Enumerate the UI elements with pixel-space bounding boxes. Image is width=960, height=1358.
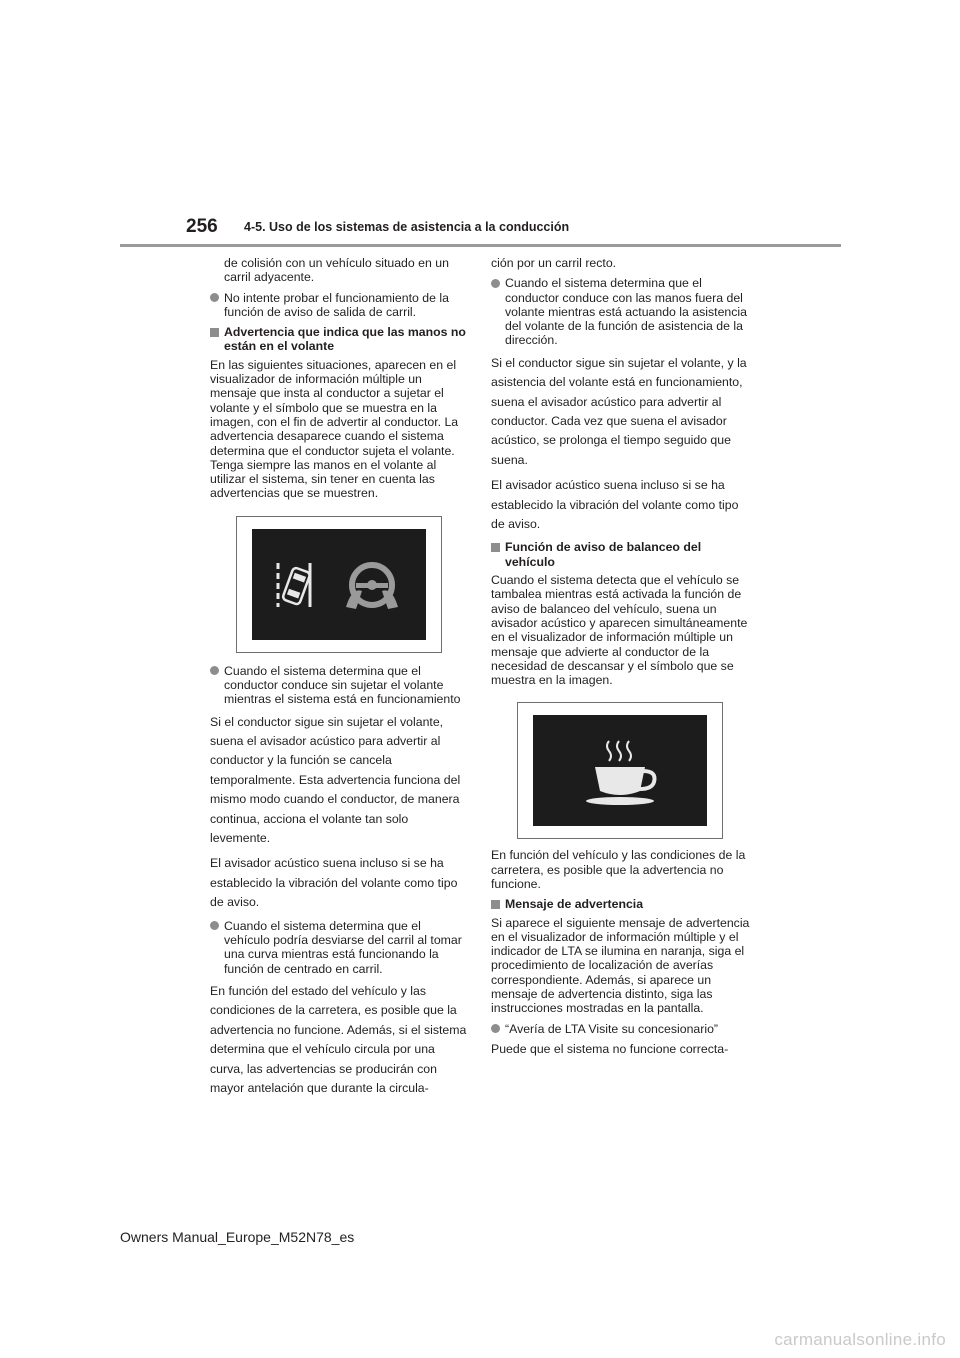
heading-text: Advertencia que indica que las manos no están en el volante [224,325,466,354]
figure-sway-warning [517,702,723,839]
bullet-item [491,276,753,347]
display-screen [533,715,707,826]
paragraph: Puede que el sistema no funcione correcta- [491,1041,729,1056]
bullet-dot-icon [210,666,219,675]
section-heading [210,325,468,354]
bullet-text: Cuando el sistema determina que el conductor conduce con las manos fuera del volante mientras está actuando la asistencia del volante de la función de asistencia de la dirección. [505,276,747,348]
watermark: carmanualsonline.info [774,1330,946,1349]
bullet-text: No intente probar el funcionamiento de la función de aviso de salida de carril. [224,290,449,319]
coffee-cup-icon [586,741,655,805]
bullet-item [210,291,468,320]
header-rule [120,244,841,247]
paragraph: En función del vehículo y las condiciones de la carretera, es posible que la advertencia no funcione. [491,848,746,891]
right-column [491,256,753,1062]
paragraph: Si aparece el siguiente mensaje de advertencia en el visualizador de información múltiple y el indicador de LTA se ilumina en naranja, siga el procedimiento de localización de averías correspondiente. Además, si aparece un mensaje de advertencia distinto, siga las instrucciones mostradas en la pantalla. [491,915,750,1016]
paragraph: Si el conductor sigue sin sujetar el volante, suena el avisador acústico para advertir al conductor y la función se cancela temporalmente. Esta advertencia funciona del mismo modo cuando el conductor, de manera continua, acciona el volante tan solo levemente. [210,714,461,846]
square-bullet-icon [491,900,500,909]
bullet-text: Cuando el sistema determina que el vehículo podría desviarse del carril al tomar una curva mientras está funcionando la función de centrado en carril. [224,918,462,976]
heading-text: Mensaje de advertencia [505,897,644,912]
paragraph: El avisador acústico suena incluso si se ha establecido la vibración del volante como tipo de aviso. [491,478,739,532]
bullet-dot-icon [210,293,219,302]
display-screen [252,529,426,640]
bullet-dot-icon [491,279,500,288]
paragraph: En las siguientes situaciones, aparecen en el visualizador de información múltiple un mensaje que insta al conductor a sujetar el volante y el símbolo que se muestra en la imagen, con el fin de advertir al conductor. La advertencia desaparece cuando el sistema determina que el conductor sujeta el volante. Tenga siempre las manos en el volante al utilizar el sistema, sin tener en cuenta las advertencias que se muestren. [210,357,459,501]
footer-manual-id: Owners Manual_Europe_M52N78_es [120,1229,355,1245]
bullet-item [210,664,468,707]
bullet-dot-icon [491,1024,500,1033]
bullet-item [491,1022,753,1036]
bullet-text: “Avería de LTA Visite su concesionario” [505,1021,719,1036]
paragraph: de colisión con un vehículo situado en un carril adyacente. [224,256,449,285]
paragraph: En función del estado del vehículo y las condiciones de la carretera, es posible que la advertencia no funcione. Además, si el sistema determina que el vehículo circula por una curva, las advertencias se producirán con mayor antelación que durante la circula- [210,983,467,1095]
section-title: 4-5. Uso de los sistemas de asistencia a la conducción [244,220,570,234]
bullet-dot-icon [210,921,219,930]
hands-off-wheel-icon [346,565,398,609]
paragraph: ción por un carril recto. [491,256,617,270]
paragraph: Cuando el sistema detecta que el vehículo se tambalea mientras está activada la función de aviso de balanceo del vehículo, suena un avisador acústico y aparecen simultáneamente en el visualizador de información múltiple un mensaje que advierte al conductor de la necesidad de descansar y el símbolo que se muestra en la imagen. [491,573,748,688]
left-column [210,256,468,1104]
page-number: 256 [186,216,218,237]
lane-departure-icon [278,563,311,607]
paragraph: Si el conductor sigue sin sujetar el volante, y la asistencia del volante está en funcionamiento, suena el avisador acústico para advertir al conductor. Cada vez que suena el avisador acústico, se prolonga el tiempo seguido que suena. [491,355,747,467]
bullet-item [210,919,468,976]
figure-hands-off-warning [236,516,442,653]
section-heading [491,897,753,911]
bullet-text: Cuando el sistema determina que el conductor conduce sin sujetar el volante mientras el sistema está en funcionamiento [224,663,461,707]
square-bullet-icon [491,543,500,552]
section-heading [491,540,753,569]
heading-text: Función de aviso de balanceo del vehículo [505,540,702,569]
paragraph: El avisador acústico suena incluso si se ha establecido la vibración del volante como tipo de aviso. [210,856,458,910]
square-bullet-icon [210,328,219,337]
